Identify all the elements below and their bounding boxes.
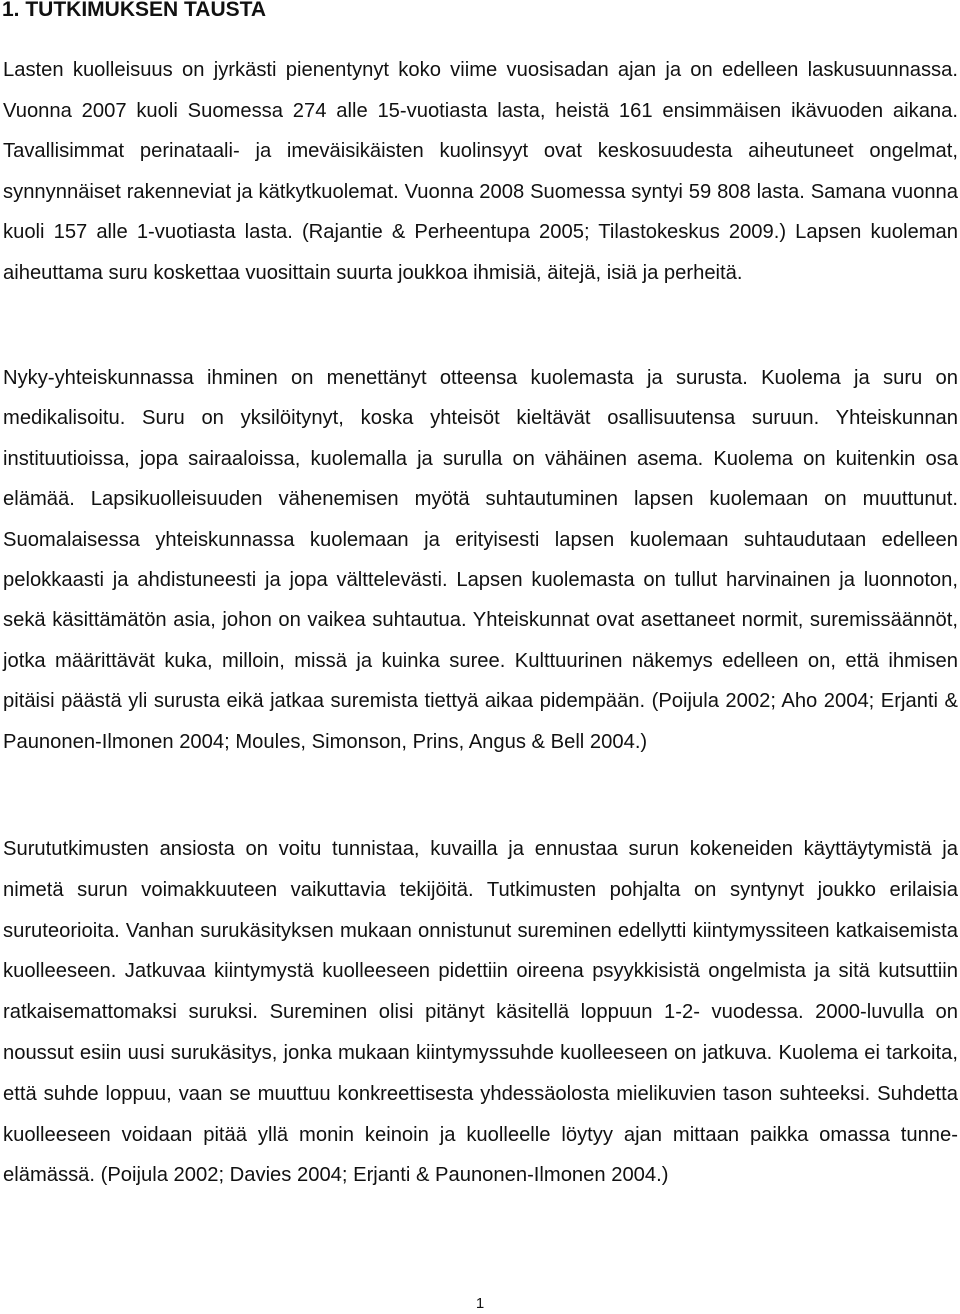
- section-heading: 1. TUTKIMUKSEN TAUSTA: [2, 0, 267, 21]
- paragraph-grief-theories: Surututkimusten ansiosta on voitu tunnistaa, kuvailla ja ennustaa surun kokeneiden käyttäytymistä ja nimetä surun voimakkuuteen vaikuttavia tekijöitä. Tutkimusten pohjalta on syntynyt joukko erilaisia suruteorioita. Vanhan surukäsityksen mukaan onnistunut sureminen edellytti kiintymyssiteen katkaisemista kuolleeseen. Jatkuvaa kiintymystä kuolleeseen pidettiin oireena psyykkisistä ongelmista ja sitä kutsuttiin ratkaisemattomaksi suruksi. Sureminen olisi pitänyt käsitellä loppuun 1-2- vuodessa. 2000-luvulla on noussut esiin uusi surukäsitys, jonka mukaan kiintymyssuhde kuolleeseen on jatkuva. Kuolema ei tarkoita, että suhde loppuu, vaan se muuttuu konkreettisesta yhdessäolosta mielikuvien tason suhteeksi. Suhdetta kuolleeseen voidaan pitää yllä monin keinoin ja kuolleelle löytyy ajan mittaan paikka omassa tunne-elämässä. (Poijula 2002; Davies 2004; Erjanti & Paunonen-Ilmonen 2004.): [3, 838, 958, 1187]
- paragraph-child-mortality: Lasten kuolleisuus on jyrkästi pienentynyt koko viime vuosisadan ajan ja on edelleen laskusuunnassa. Vuonna 2007 kuoli Suomessa 274 alle 15-vuotiasta lasta, heistä 161 ensimmäisen ikävuoden aikana. Tavallisimmat perinataali- ja imeväisikäisten kuolinsyyt ovat keskosuudesta aiheutuneet ongelmat, synnynnäiset rakenneviat ja kätkytkuolemat. Vuonna 2008 Suomessa syntyi 59 808 lasta. Samana vuonna kuoli 157 alle 1-vuotiasta lasta. (Rajantie & Perheentupa 2005; Tilastokeskus 2009.) Lapsen kuoleman aiheuttama suru koskettaa vuosittain suurta joukkoa ihmisiä, äitejä, isiä ja perheitä.: [3, 59, 958, 284]
- paragraph-death-in-society: Nyky-yhteiskunnassa ihminen on menettänyt otteensa kuolemasta ja surusta. Kuolema ja suru on medikalisoitu. Suru on yksilöitynyt, koska yhteisöt kieltävät osallisuutensa suruun. Yhteiskunnan instituutioissa, jopa sairaaloissa, kuolemalla ja surulla on vähäinen asema. Kuolema on kuitenkin osa elämää. Lapsikuolleisuuden vähenemisen myötä suhtautuminen lapsen kuolemaan on muuttunut. Suomalaisessa yhteiskunnassa kuolemaan ja erityisesti lapsen kuolemaan suhtaudutaan edelleen pelokkaasti ja ahdistuneesti ja jopa välttelevästi. Lapsen kuolemasta on tullut harvinainen ja luonnoton, sekä käsittämätön asia, johon on vaikea suhtautua. Yhteiskunnat ovat asettaneet normit, suremissäännöt, jotka määrittävät kuka, milloin, missä ja kuinka suree. Kulttuurinen näkemys edelleen on, että ihmisen pitäisi päästä yli surusta eikä jatkaa suremista tiettyä aikaa pidempään. (Poijula 2002; Aho 2004; Erjanti & Paunonen-Ilmonen 2004; Moules, Simonson, Prins, Angus & Bell 2004.): [3, 367, 958, 753]
- page-number: 1: [475, 1295, 485, 1312]
